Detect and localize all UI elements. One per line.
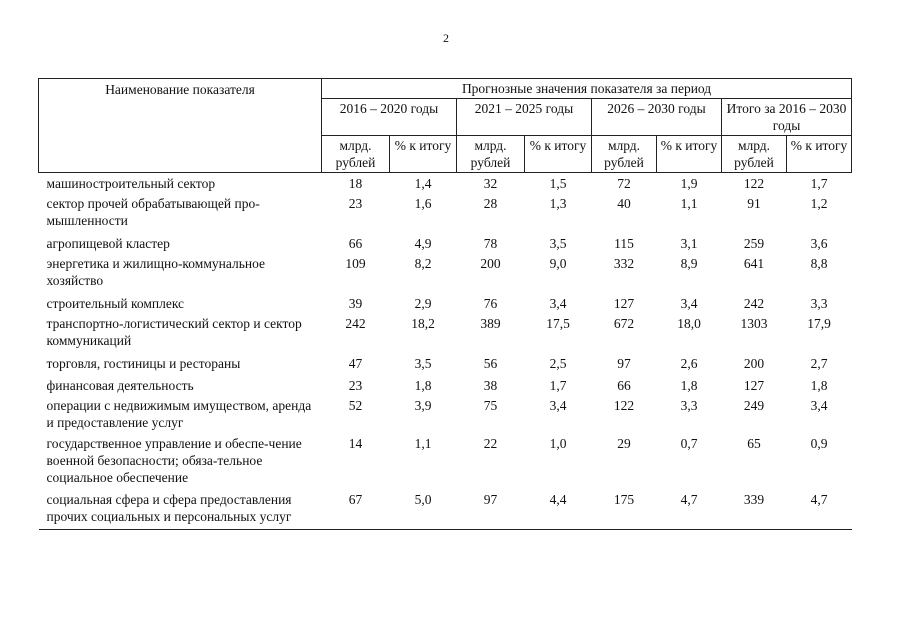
row-label: государственное управление и обеспе-чение военной безопасности; обяза-тельное социальное обеспечение bbox=[46, 436, 302, 485]
cell-value: 72 bbox=[617, 176, 631, 191]
unit-header-percent: % к итогу bbox=[657, 136, 722, 173]
cell-value: 332 bbox=[613, 256, 635, 271]
period-header-total: Итого за 2016 – 2030 годы bbox=[722, 99, 852, 136]
cell-value: 18 bbox=[348, 176, 363, 191]
cell-value: 0,7 bbox=[680, 436, 698, 451]
table-row bbox=[39, 315, 852, 353]
unit-header-percent: % к итогу bbox=[390, 136, 457, 173]
period-header-2016-2020: 2016 – 2020 годы bbox=[322, 99, 457, 136]
cell-value: 3,5 bbox=[549, 236, 567, 251]
cell-value: 200 bbox=[743, 356, 765, 371]
cell-value: 242 bbox=[743, 296, 765, 311]
cell-value: 1,9 bbox=[680, 176, 698, 191]
cell-value: 29 bbox=[617, 436, 631, 451]
cell-value: 17,5 bbox=[546, 316, 570, 331]
cell-value: 65 bbox=[747, 436, 761, 451]
cell-value: 339 bbox=[722, 491, 787, 530]
table-row bbox=[39, 435, 852, 491]
table-row bbox=[39, 293, 852, 315]
cell-value: 3,1 bbox=[680, 236, 698, 251]
cell-value: 1,6 bbox=[414, 196, 432, 211]
cell-value: 14 bbox=[348, 436, 363, 451]
cell-value: 1,0 bbox=[549, 436, 567, 451]
cell-value: 91 bbox=[747, 196, 761, 211]
table-row bbox=[39, 375, 852, 397]
cell-value: 2,6 bbox=[680, 356, 698, 371]
unit-header-bln-rub: млрд. рублей bbox=[722, 136, 787, 173]
cell-value: 3,6 bbox=[810, 236, 828, 251]
row-label: сектор прочей обрабатывающей про-мышленности bbox=[46, 196, 260, 228]
unit-header-bln-rub: млрд. рублей bbox=[322, 136, 390, 173]
cell-value: 1,2 bbox=[810, 196, 828, 211]
cell-value: 127 bbox=[613, 296, 635, 311]
cell-value: 2,7 bbox=[810, 356, 828, 371]
cell-value: 9,0 bbox=[549, 256, 567, 271]
cell-value: 2,9 bbox=[414, 296, 432, 311]
table-row bbox=[39, 233, 852, 255]
table-row bbox=[39, 353, 852, 375]
cell-value: 97 bbox=[457, 491, 525, 530]
cell-value: 76 bbox=[483, 296, 498, 311]
row-label: машиностроительный сектор bbox=[46, 176, 216, 191]
cell-value: 8,8 bbox=[810, 256, 828, 271]
cell-value: 1,3 bbox=[549, 196, 567, 211]
indicator-name-header: Наименование показателя bbox=[39, 79, 322, 173]
cell-value: 78 bbox=[483, 236, 498, 251]
table-row bbox=[39, 255, 852, 293]
forecast-table bbox=[38, 78, 852, 530]
cell-value: 67 bbox=[322, 491, 390, 530]
forecast-header: Прогнозные значения показателя за период bbox=[322, 79, 852, 99]
cell-value: 1,7 bbox=[549, 378, 567, 393]
row-label: социальная сфера и сфера предоставления прочих социальных и персональных услуг bbox=[39, 491, 322, 530]
cell-value: 4,7 bbox=[657, 491, 722, 530]
cell-value: 52 bbox=[348, 398, 363, 413]
row-label: транспортно-логистический сектор и сектор коммуникаций bbox=[46, 316, 302, 348]
cell-value: 18,0 bbox=[677, 316, 701, 331]
cell-value: 175 bbox=[592, 491, 657, 530]
row-label: финансовая деятельность bbox=[46, 378, 194, 393]
cell-value: 672 bbox=[613, 316, 635, 331]
cell-value: 3,3 bbox=[810, 296, 828, 311]
cell-value: 3,4 bbox=[549, 296, 567, 311]
cell-value: 8,9 bbox=[680, 256, 698, 271]
cell-value: 1,8 bbox=[680, 378, 698, 393]
cell-value: 3,4 bbox=[549, 398, 567, 413]
cell-value: 23 bbox=[348, 378, 363, 393]
cell-value: 1,8 bbox=[810, 378, 828, 393]
cell-value: 242 bbox=[345, 316, 366, 331]
cell-value: 1,8 bbox=[414, 378, 432, 393]
row-label: торговля, гостиницы и рестораны bbox=[46, 356, 241, 371]
cell-value: 1,5 bbox=[549, 176, 567, 191]
cell-value: 56 bbox=[483, 356, 498, 371]
table-row bbox=[39, 195, 852, 233]
cell-value: 66 bbox=[348, 236, 363, 251]
page-number: 2 bbox=[443, 31, 449, 45]
row-label: строительный комплекс bbox=[46, 296, 185, 311]
cell-value: 5,0 bbox=[390, 491, 457, 530]
cell-value: 249 bbox=[743, 398, 765, 413]
cell-value: 0,9 bbox=[810, 436, 828, 451]
cell-value: 2,5 bbox=[549, 356, 567, 371]
cell-value: 4,7 bbox=[787, 491, 852, 530]
cell-value: 4,4 bbox=[525, 491, 592, 530]
cell-value: 32 bbox=[483, 176, 498, 191]
cell-value: 122 bbox=[743, 176, 765, 191]
period-header-2026-2030: 2026 – 2030 годы bbox=[592, 99, 722, 136]
cell-value: 4,9 bbox=[414, 236, 432, 251]
cell-value: 127 bbox=[743, 378, 765, 393]
table-row bbox=[39, 491, 852, 530]
cell-value: 38 bbox=[483, 378, 498, 393]
cell-value: 3,9 bbox=[414, 398, 432, 413]
cell-value: 97 bbox=[617, 356, 631, 371]
table-body bbox=[39, 173, 852, 530]
cell-value: 3,5 bbox=[414, 356, 432, 371]
cell-value: 18,2 bbox=[411, 316, 435, 331]
cell-value: 47 bbox=[348, 356, 363, 371]
table-row bbox=[39, 173, 852, 196]
cell-value: 1,4 bbox=[414, 176, 432, 191]
cell-value: 109 bbox=[345, 256, 366, 271]
cell-value: 389 bbox=[480, 316, 501, 331]
period-header-2021-2025: 2021 – 2025 годы bbox=[457, 99, 592, 136]
cell-value: 3,4 bbox=[810, 398, 828, 413]
cell-value: 66 bbox=[617, 378, 631, 393]
unit-header-bln-rub: млрд. рублей bbox=[457, 136, 525, 173]
table-row bbox=[39, 397, 852, 435]
cell-value: 3,3 bbox=[680, 398, 698, 413]
cell-value: 28 bbox=[483, 196, 498, 211]
cell-value: 8,2 bbox=[414, 256, 432, 271]
cell-value: 22 bbox=[483, 436, 498, 451]
unit-header-percent: % к итогу bbox=[525, 136, 592, 173]
cell-value: 259 bbox=[743, 236, 765, 251]
row-label: энергетика и жилищно-коммунальное хозяйство bbox=[46, 256, 265, 288]
cell-value: 23 bbox=[348, 196, 363, 211]
cell-value: 1303 bbox=[740, 316, 768, 331]
cell-value: 40 bbox=[617, 196, 631, 211]
cell-value: 17,9 bbox=[807, 316, 831, 331]
row-label: операции с недвижимым имуществом, аренда и предоставление услуг bbox=[46, 398, 312, 430]
cell-value: 3,4 bbox=[680, 296, 698, 311]
unit-header-percent: % к итогу bbox=[787, 136, 852, 173]
cell-value: 1,1 bbox=[414, 436, 432, 451]
cell-value: 115 bbox=[614, 236, 634, 251]
cell-value: 122 bbox=[613, 398, 635, 413]
cell-value: 1,1 bbox=[680, 196, 698, 211]
cell-value: 200 bbox=[480, 256, 501, 271]
cell-value: 39 bbox=[348, 296, 363, 311]
row-label: агропищевой кластер bbox=[46, 236, 170, 251]
cell-value: 1,7 bbox=[810, 176, 828, 191]
cell-value: 641 bbox=[743, 256, 765, 271]
cell-value: 75 bbox=[483, 398, 498, 413]
unit-header-bln-rub: млрд. рублей bbox=[592, 136, 657, 173]
